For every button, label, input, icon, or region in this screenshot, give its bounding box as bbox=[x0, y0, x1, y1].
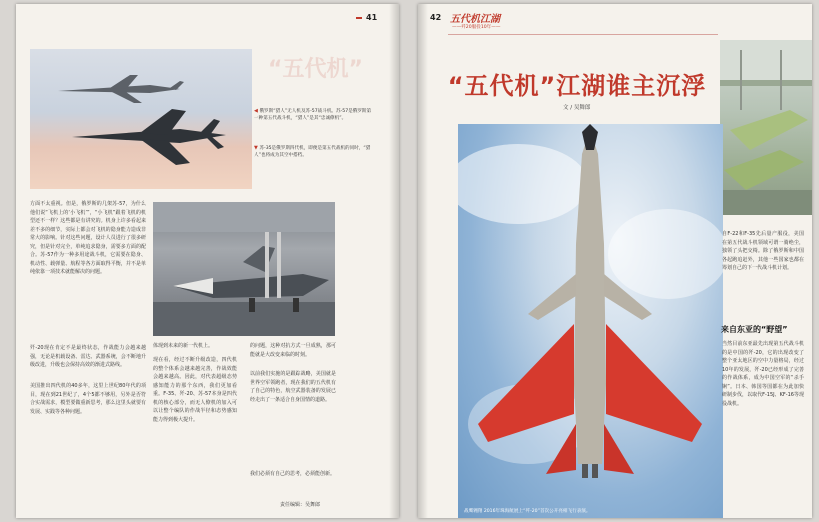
article-column-3a: 的问题，这种对抗方式一旦成熟，那可能就是大改变来临的时刻。 bbox=[250, 343, 336, 358]
gutter-shadow bbox=[418, 4, 428, 518]
photo-caption: 战鹰翱翔 2016年珠海航展上“歼-20”首次公开亮相飞行表演。 bbox=[464, 509, 591, 514]
j20-fighter-illustration bbox=[458, 124, 723, 518]
assembly-line-illustration bbox=[720, 40, 812, 215]
hangar-photo bbox=[153, 202, 335, 336]
page-number-left: 41 bbox=[366, 13, 378, 22]
article-column-2b: 现在看，经过不断升级改造，四代机的整个体系会越来越完善，作战效能会越来越高。因此，对代表超级态势感知能力的那个东西，我们更加看重。F-35、歼-20、苏-57本身是四代机的核心部分，而无人僚机的加入可以让整个编队的作战半径和态势感知能力得到极大提升。 bbox=[153, 357, 237, 423]
jet-in-hangar-illustration bbox=[153, 202, 335, 336]
editor-credit: 责任编辑：吴舞郎 bbox=[280, 502, 321, 508]
drone-and-jet-photo bbox=[30, 49, 252, 189]
fighter-jets-illustration bbox=[30, 49, 252, 189]
series-logo-subtitle: ——歼20服役10年—— bbox=[452, 25, 501, 30]
faded-headline: “五代机” bbox=[268, 57, 363, 82]
caption-top: ◀ 俄罗斯“猎人”无人机及苏-57战斗机。苏-57是俄罗斯第一种第五代战斗机，“猎人”是其“忠诚僚机”。 bbox=[254, 108, 372, 122]
article-column-1b: 歼-20现在肯定不是最终状态，作战能力会越来越强，无论是机载设备、雷达、武器系统，会不断地升级改进，升级也会保持高效的渐进式路线。 bbox=[30, 345, 146, 368]
article-title: “五代机”江湖谁主沉浮 bbox=[447, 72, 707, 100]
series-logo: 五代机江湖 bbox=[450, 14, 500, 25]
page-number-right: 42 bbox=[430, 13, 442, 22]
factory-photo bbox=[720, 40, 812, 215]
article-column-3b: 以前我们实施的是跟踪战略，美国就是世界空军领跑者，现在我们的五代机有了自己的特色，航空武器装备的发展已经走出了一条适合自身国情的道路。 bbox=[250, 371, 336, 403]
article-column-1c: 美国推出四代机的40多年，这里上世纪80年代的项目，现在到21世纪了，4个5都不够用，另外是否符合实战需求，模型要做重新思考，那么这里头就要有发展、实践等各种问题。 bbox=[30, 383, 146, 415]
page-number-mark bbox=[356, 17, 362, 19]
j20-flight-photo bbox=[458, 124, 723, 518]
header-rule bbox=[448, 34, 718, 35]
side-column-text: 自F-22和F-35先后量产服役，美国在第五代战斗机领域可谓一骑绝尘，独领了头把交椅。除了俄罗斯和中国各起跑追赶外，其他一些国家也都在筹划自己的下一代战斗机计划。 bbox=[722, 231, 804, 271]
article-column-2a: 体现到未来的新一代机上。 bbox=[153, 343, 214, 349]
caption-top-2: ▼ 苏-35是俄罗斯四代机，即便是第五代战机的同时，“猎人”也将成为其空中搭档。 bbox=[254, 145, 371, 159]
caption-marker-icon: ◀ bbox=[254, 108, 260, 114]
caption-marker-icon: ▼ bbox=[254, 145, 260, 151]
right-page bbox=[418, 4, 812, 518]
gutter-shadow bbox=[389, 4, 399, 518]
section-heading: 来自东亚的“野望” bbox=[721, 325, 788, 334]
author-byline: 文 / 吴舞郎 bbox=[563, 105, 591, 111]
article-column-3c: 我们必须有自己的思考，必须能创新。 bbox=[250, 471, 336, 477]
article-column-1a: 方面不太重视。但是，俄罗斯的几架苏-57，为什么他们说“飞机上的‘小飞机’”，“小飞机”跟着飞机的机型还不一样？这些都是有讲究的。机身上许多看起来差不多的细节，实际上都会对飞机的隐身能力造成非常大的影响。针对这些问题，设计人员进行了很多研究，但是针对完全，单纯追求隐身，需要多方面的配合。苏-57作为一种多用途战斗机，它需要在隐身、机动性、载弹量、航程等各方面取得平衡，并不是单纯依靠一项技术就能解决的问题。 bbox=[30, 201, 146, 275]
side-column-text-2: 当然目前东亚最先出现第五代战斗机的是中国的歼-20，它的出现改变了整个亚太地区的空中力量格局，经过10年的发展，歼-20已经形成了完善的作战体系，成为中国空军的“杀手锏”。日本、韩国等国都在为此加快研制步伐，以取代F-15J、KF-16等现役战机。 bbox=[722, 341, 804, 407]
left-page bbox=[16, 4, 399, 518]
